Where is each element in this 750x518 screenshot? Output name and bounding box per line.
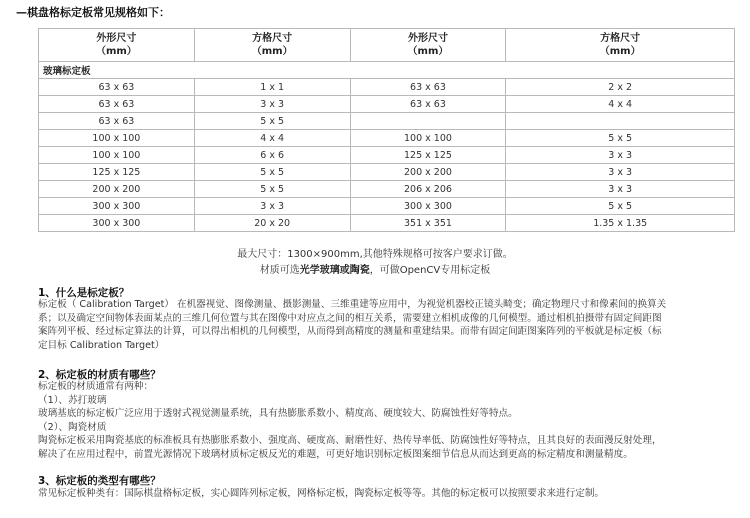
table-cell: 63 x 63 [39,113,195,130]
para-line: 系；以及确定空间物体表面某点的三维几何位置与其在图像中对应点之间的相互关系，需要建立相机成像的几何模型。通过相机拍摄带有固定间距图 [38,312,662,324]
table-cell: 3 x 3 [506,147,735,164]
table-cell: 300 x 300 [39,215,195,232]
header-unit: （mm） [599,46,641,57]
table-cell: 63 x 63 [350,79,506,96]
para-line: 解决了在应用过程中，前置光源情况下玻璃材质标定板反光的难题，可更好地识别标定板图案细节信息从而达到更高的标定精度和测量精度。 [38,448,633,460]
table-cell [506,113,735,130]
header-unit: （mm） [95,46,137,57]
table-cell: 1.35 x 1.35 [506,215,735,232]
table-row [39,181,735,198]
header-grid-size-1 [194,29,350,62]
table-row [39,164,735,181]
table-cell: 5 x 5 [506,130,735,147]
table-cell: 2 x 2 [506,79,735,96]
table-row [39,198,735,215]
table-cell: 125 x 125 [39,164,195,181]
table-cell: 5 x 5 [194,181,350,198]
para-line: 定目标 Calibration Target） [38,339,165,351]
para-line: 标定板（ Calibration Target） 在机器视觉、图像测量、摄影测量、三维重建等应用中，为视觉机器校正镜头畸变；确定物理尺寸和像素间的换算关 [38,299,667,310]
table-cell: 5 x 5 [194,113,350,130]
table-row [39,96,735,113]
table-cell: 5 x 5 [506,198,735,215]
table-header-row [39,29,735,62]
table-cell: 3 x 3 [194,198,350,215]
table-cell: 351 x 351 [350,215,506,232]
spec-table [38,28,735,232]
header-outer-size-2 [350,29,506,62]
para-line: 陶瓷标定板采用陶瓷基底的标准板具有热膨胀系数小、强度高、硬度高、耐磨性好、热传导率低、防腐蚀性好等特点，且其良好的表面漫反射处理， [38,435,662,446]
table-cell: 3 x 3 [194,96,350,113]
table-row [39,79,735,96]
header-line: 方格尺寸 [252,33,293,44]
table-cell: 20 x 20 [194,215,350,232]
table-cell [350,113,506,130]
table-cell: 5 x 5 [194,164,350,181]
section-body-2 [38,380,738,461]
header-line: 外形尺寸 [96,33,137,44]
table-row [39,113,735,130]
para-line: 案阵列平板、经过标定算法的计算，可以得出相机的几何模型，从而得到高精度的测量和重建结果。而带有固定间距图案阵列的平板就是标定板（标 [38,326,662,337]
table-row [39,147,735,164]
table-cell: 63 x 63 [39,79,195,96]
notes-text: 材质可选 [259,265,300,276]
header-unit: （mm） [407,46,449,57]
table-row [39,215,735,232]
notes-line-1: 最大尺寸：1300×900mm,其他特殊规格可按客户要求订做。 [237,249,513,260]
section-title-2: 2、标定板的材质有哪些？ [38,369,161,381]
table-cell: 4 x 4 [506,96,735,113]
para-line: 常见标定板种类有：国际棋盘格标定板，实心圆阵列标定板，网格标定板，陶瓷标定板等等。其他的标定板可以按照要求来进行定制。 [38,488,605,499]
table-cell: 100 x 100 [350,130,506,147]
table-cell: 3 x 3 [506,181,735,198]
para-line: 玻璃基底的标定板广泛应用于透射式视觉测量系统，具有热膨胀系数小、精度高、硬度较大、防腐蚀性好等特点。 [38,408,518,419]
table-cell: 200 x 200 [350,164,506,181]
table-cell: 6 x 6 [194,147,350,164]
header-outer-size-1 [39,29,195,62]
para-line: 标定板的材质通常有两种： [38,381,154,392]
table-cell: 4 x 4 [194,130,350,147]
table-cell: 1 x 1 [194,79,350,96]
notes-line-2 [0,261,750,276]
section-body-1 [38,298,738,352]
section-title-3: 3、标定板的类型有哪些？ [38,475,161,487]
page-heading: —棋盘格标定板常见规格如下： [16,6,170,19]
table-cell: 300 x 300 [39,198,195,215]
table-cell: 125 x 125 [350,147,506,164]
header-line: 外形尺寸 [407,33,448,44]
notes-text: ，可做OpenCV专用标定板 [369,265,491,276]
table-row [39,130,735,147]
para-line: （2）、陶瓷材质 [38,421,107,433]
header-unit: （mm） [251,46,293,57]
table-cell: 3 x 3 [506,164,735,181]
header-grid-size-2 [506,29,735,62]
header-line: 方格尺寸 [600,33,641,44]
table-cell: 63 x 63 [350,96,506,113]
table-cell: 63 x 63 [39,96,195,113]
section-title-1: 1、什么是标定板？ [38,287,130,299]
table-cell: 300 x 300 [350,198,506,215]
section-body-3 [38,487,738,501]
table-cell: 200 x 200 [39,181,195,198]
group-label: 玻璃标定板 [39,62,735,79]
table-group-row [39,62,735,79]
para-line: （1）、苏打玻璃 [38,394,107,406]
table-cell: 100 x 100 [39,130,195,147]
table-cell: 100 x 100 [39,147,195,164]
notes-material-bold: 光学玻璃或陶瓷 [299,265,370,276]
table-cell: 206 x 206 [350,181,506,198]
